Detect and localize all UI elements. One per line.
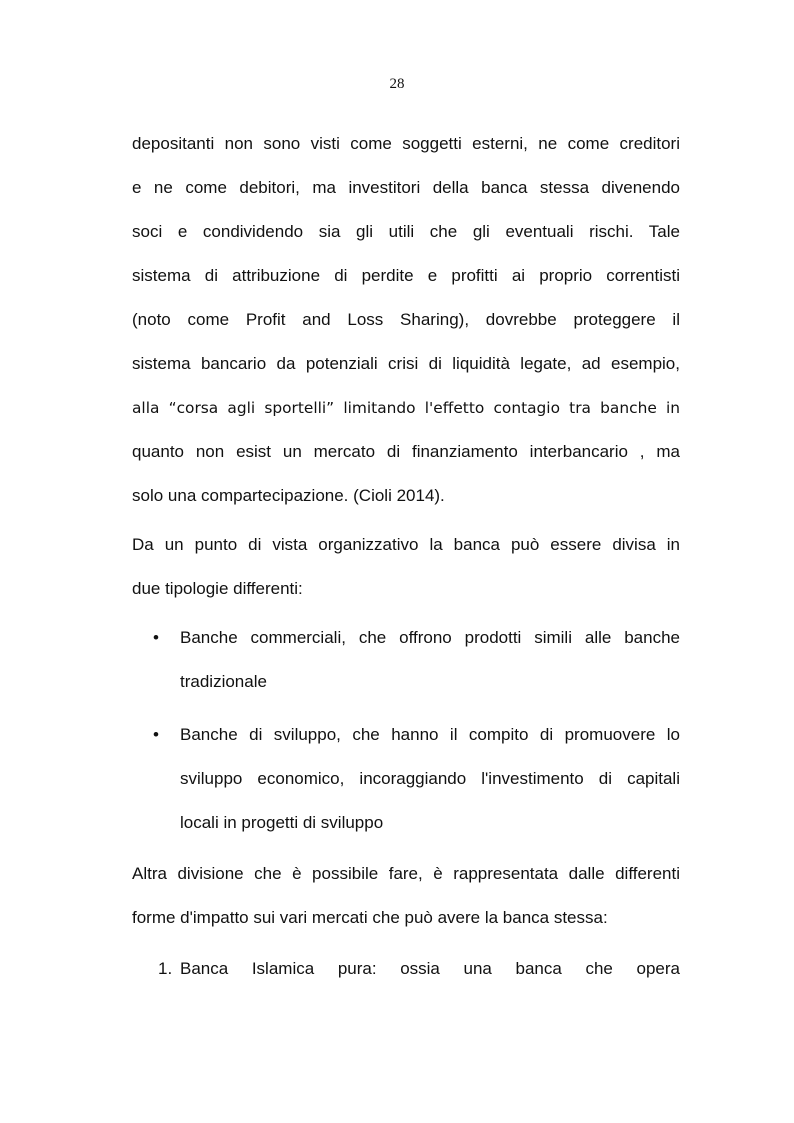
bullet-2-line-3: locali in progetti di sviluppo: [180, 813, 384, 832]
paragraph-2-line-1: Da un punto di vista organizzativo la banca può essere divisa in: [132, 535, 680, 554]
paragraph-1-line-6: sistema bancario da potenziali crisi di liquidità legate, ad esempio,: [132, 354, 680, 373]
bullet-1-line-1: Banche commerciali, che offrono prodotti simili alle banche: [180, 628, 680, 647]
paragraph-1-line-5: (noto come Profit and Loss Sharing), dovrebbe proteggere il: [132, 310, 680, 329]
numbered-item-1-text: Banca Islamica pura: ossia una banca che opera: [180, 959, 680, 978]
paragraph-1-line-3: soci e condividendo sia gli utili che gli eventuali rischi. Tale: [132, 222, 680, 241]
bullet-1-line-2: tradizionale: [180, 672, 267, 691]
paragraph-1-line-4: sistema di attribuzione di perdite e profitti ai proprio correntisti: [132, 266, 680, 285]
paragraph-1-line-7: alla “corsa agli sportelli” limitando l'effetto contagio tra banche in: [132, 399, 680, 417]
numbered-item-number: 1.: [158, 959, 173, 978]
paragraph-3-line-1: Altra divisione che è possibile fare, è rappresentata dalle differenti: [132, 864, 680, 883]
bullet-2-line-2: sviluppo economico, incoraggiando l'investimento di capitali: [180, 769, 680, 788]
paragraph-2-line-2: due tipologie differenti:: [132, 579, 303, 598]
bullet-marker: •: [153, 628, 159, 647]
paragraph-1-line-9: solo una compartecipazione. (Cioli 2014).: [132, 486, 445, 505]
paragraph-1-line-1: depositanti non sono visti come soggetti esterni, ne come creditori: [132, 134, 680, 153]
paragraph-1-line-8: quanto non esist un mercato di finanziamento interbancario , ma: [132, 442, 680, 461]
paragraph-3-line-2: forme d'impatto sui vari mercati che può avere la banca stessa:: [132, 908, 608, 927]
bullet-marker: •: [153, 725, 159, 744]
bullet-2-line-1: Banche di sviluppo, che hanno il compito di promuovere lo: [180, 725, 680, 744]
paragraph-1-line-2: e ne come debitori, ma investitori della banca stessa divenendo: [132, 178, 680, 197]
page-number: 28: [389, 76, 405, 92]
